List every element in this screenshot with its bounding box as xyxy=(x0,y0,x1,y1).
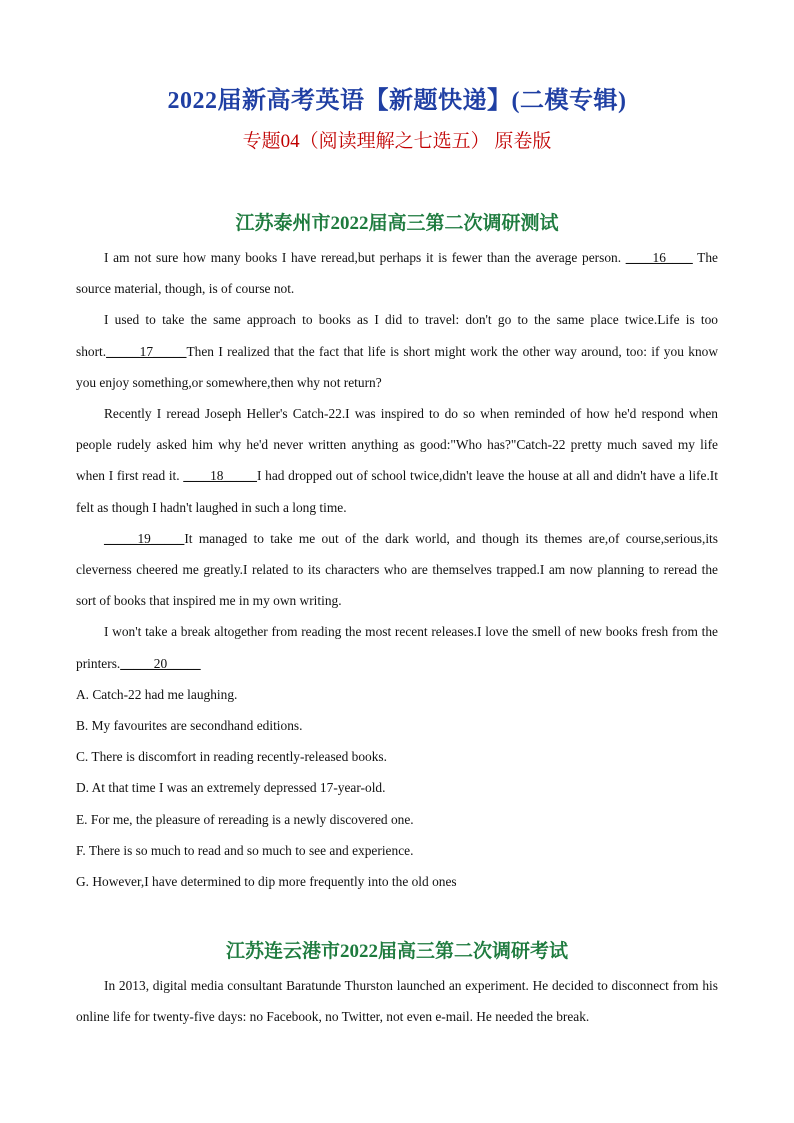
paragraph-text: The source material, though, is of course not. xyxy=(76,250,718,297)
option-c: C. There is discomfort in reading recently-released books. xyxy=(76,749,387,765)
section-1-body xyxy=(76,242,718,897)
paragraph-text: I used to take the same approach to books as I did to travel: don't go to the same place twice.Life is too short. xyxy=(76,312,718,359)
paragraph-text: It managed to take me out of the dark world, and though its themes are,of course,serious,its cleverness cheered me greatly.I related to its characters who are themselves trapped.I am now planning to reread the sort of books that inspired me in my own writing. xyxy=(76,530,718,609)
section-2-body xyxy=(76,970,718,1032)
paragraph-text: Recently I reread Joseph Heller's Catch-22.I was inspired to do so when reminded of how he'd respond when people rudely asked him why he'd never written anything as good:"Who has?"Catch-22 pretty much saved my life when I first read it. xyxy=(76,406,718,484)
paragraph-text: I had dropped out of school twice,didn't leave the house at all and didn't have a life.It felt as though I hadn't laughed in such a long time. xyxy=(76,468,718,515)
paragraph-1: In 2013, digital media consultant Baratunde Thurston launched an experiment. He decided to disconnect from his online life for twenty-five days: no Facebook, no Twitter, not even e-mail. He needed the break. xyxy=(76,978,718,1025)
paragraph-text: I am not sure how many books I have reread,but perhaps it is fewer than the average person. xyxy=(104,250,626,265)
option-a: A. Catch-22 had me laughing. xyxy=(76,686,238,702)
section-title-2: 江苏连云港市2022届高三第二次调研考试 xyxy=(225,941,568,962)
blank-18: ____18_____ xyxy=(183,468,257,484)
document-title: 2022届新高考英语【新题快递】(二模专辑) xyxy=(167,88,627,114)
option-f: F. There is so much to read and so much to see and experience. xyxy=(76,842,414,858)
blank-16: ____16____ xyxy=(625,250,693,265)
paragraph-3 xyxy=(76,398,718,523)
option-g: G. However,I have determined to dip more frequently into the old ones xyxy=(76,874,457,890)
option-d: D. At that time I was an extremely depressed 17-year-old. xyxy=(76,780,386,796)
paragraph-1 xyxy=(76,242,718,304)
document-subtitle: 专题04（阅读理解之七选五） 原卷版 xyxy=(242,131,552,152)
paragraph-text: Then I realized that the fact that life is short might work the other way around, too: if you know you enjoy something,or somewhere,then why not return? xyxy=(76,343,718,390)
section-title-1: 江苏泰州市2022届高三第二次调研测试 xyxy=(235,213,559,234)
option-b: B. My favourites are secondhand editions. xyxy=(76,718,303,734)
paragraph-text: I won't take a break altogether from reading the most recent releases.I love the smell of new books fresh from the printers. xyxy=(76,624,718,671)
blank-17: _____17_____ xyxy=(106,343,187,359)
blank-19: _____19_____ xyxy=(104,530,185,546)
paragraph-5 xyxy=(76,616,718,678)
paragraph-2 xyxy=(76,304,718,398)
option-e: E. For me, the pleasure of rereading is a newly discovered one. xyxy=(76,811,414,827)
blank-20: _____20_____ xyxy=(120,655,201,671)
paragraph-4 xyxy=(76,523,718,617)
